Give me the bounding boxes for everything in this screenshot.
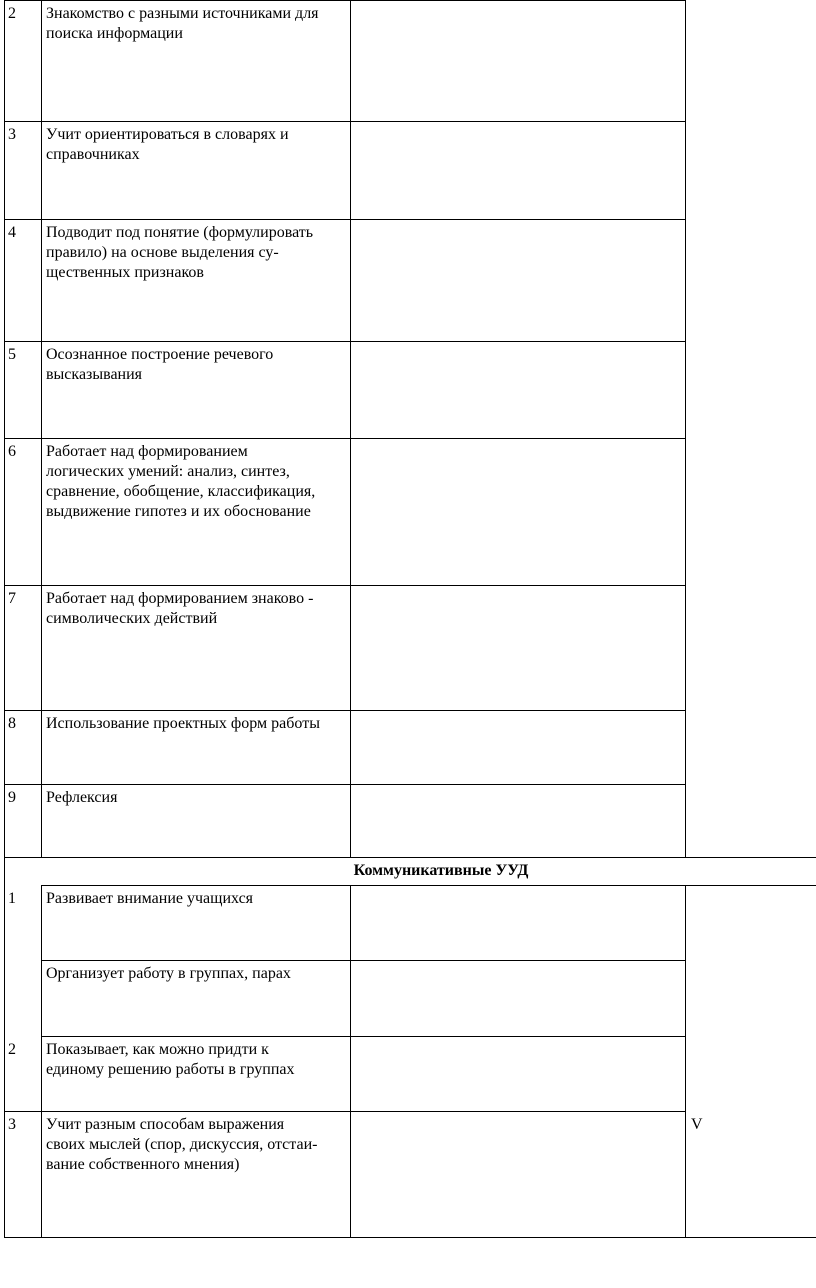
row-number: 4 <box>8 224 16 241</box>
row-text: Учит разным способам выражения своих мыслей (спор, дискуссия, отстаи- вание собственного мнения) <box>46 1116 318 1173</box>
row-divider <box>4 784 686 785</box>
row-text: Развивает внимание учащихся <box>46 890 254 907</box>
table-border-num-col <box>41 0 42 857</box>
row-divider <box>4 438 686 439</box>
row-text: Использование проектных форм работы <box>46 715 320 732</box>
row-number: 8 <box>8 715 16 732</box>
row-divider <box>4 219 686 220</box>
row-text: Знакомство с разными источниками для поиска информации <box>46 5 319 42</box>
row-number: 2 <box>8 5 16 22</box>
row-text: Организует работу в группах, парах <box>46 965 291 982</box>
row-divider <box>41 960 686 961</box>
row-number: 3 <box>8 1116 16 1133</box>
row-text: Работает над формированием знаково - символических действий <box>46 590 314 627</box>
table-border-left <box>4 0 5 1237</box>
row-mark: V <box>691 1116 703 1133</box>
section-top-border <box>4 857 816 858</box>
table-border-mark-col <box>685 0 686 857</box>
row-text: Осознанное построение речевого высказывания <box>46 346 274 383</box>
section-bottom-border <box>41 885 816 886</box>
row-divider <box>4 1111 686 1112</box>
row-number: 9 <box>8 789 16 806</box>
row-text: Учит ориентироваться в словарях и справочниках <box>46 126 289 163</box>
row-number: 1 <box>8 890 16 907</box>
row-number: 7 <box>8 590 16 607</box>
row-text: Показывает, как можно придти к единому решению работы в группах <box>46 1041 295 1078</box>
row-divider <box>41 1036 686 1037</box>
row-text: Подводит под понятие (формулировать правило) на основе выделения су- щественных признаков <box>46 224 314 281</box>
row-number: 5 <box>8 346 16 363</box>
row-divider <box>4 341 686 342</box>
table-border-text-col <box>350 0 351 857</box>
table-border-mark-col <box>685 885 686 1237</box>
row-number: 3 <box>8 126 16 143</box>
row-number: 2 <box>8 1041 16 1058</box>
table-border-text-col <box>350 885 351 1237</box>
row-number: 6 <box>8 443 16 460</box>
row-divider <box>4 585 686 586</box>
row-divider <box>4 710 686 711</box>
table-bottom-border <box>4 1237 816 1238</box>
row-divider <box>4 121 686 122</box>
row-text: Работает над формированием логических умений: анализ, синтез, сравнение, обобщение, классификация, выдвижение гипотез и их обоснование <box>46 443 316 520</box>
row-divider <box>4 0 686 1</box>
section-title: Коммуникативные УУД <box>353 862 529 879</box>
table-border-num-col <box>41 885 42 1237</box>
row-text: Рефлексия <box>46 789 118 806</box>
